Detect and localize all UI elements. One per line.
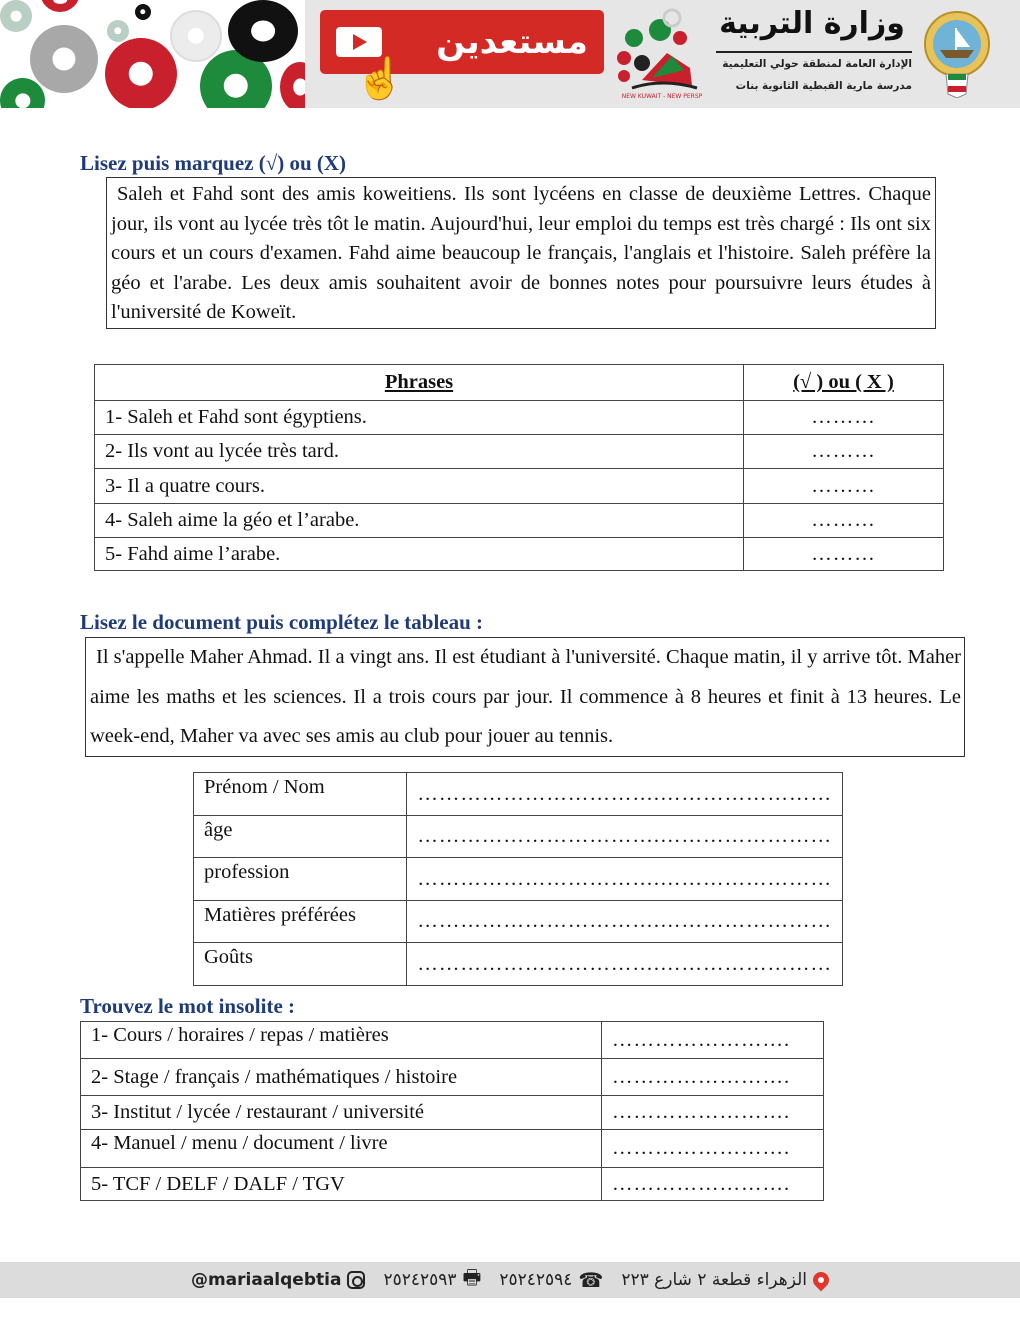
word-list-cell: 2- Stage / français / mathématiques / histoire [81, 1059, 602, 1096]
instagram-handle[interactable]: @mariaalqebtia [190, 1270, 342, 1290]
gear-icon [135, 4, 151, 20]
field-blank[interactable]: …………………………….…………………… [407, 901, 843, 943]
table-row [194, 816, 843, 858]
gear-icon [228, 0, 298, 62]
word-list-cell: 4- Manuel / menu / document / livre [81, 1130, 602, 1168]
gear-icon [280, 62, 305, 108]
phrase-cell: 5- Fahd aime l’arabe. [95, 538, 744, 571]
instagram-contact [191, 1270, 365, 1290]
gear-icon [0, 78, 45, 108]
phone-number: ٢٥٢٤٢٥٩٤ [499, 1270, 573, 1290]
field-label: Goûts [194, 943, 407, 986]
phrase-cell: 3- Il a quatre cours. [95, 469, 744, 504]
table-row [194, 901, 843, 943]
answer-blank[interactable]: ……… [744, 538, 944, 571]
contact-footer [0, 1262, 1020, 1298]
passage-maher [85, 637, 965, 757]
phrase-cell: 2- Ils vont au lycée très tard. [95, 435, 744, 469]
printer-icon: 🖶 [462, 1265, 482, 1289]
section-title-complete-table: Lisez le document puis complétez le tableau : [80, 610, 484, 634]
phrase-cell: 4- Saleh aime la géo et l’arabe. [95, 504, 744, 538]
table-row [81, 1130, 824, 1168]
field-blank[interactable]: …………………………….…………………… [407, 943, 843, 986]
table-row [194, 858, 843, 901]
field-label: profession [194, 858, 407, 901]
table-row [81, 1022, 824, 1059]
table-row [81, 1168, 824, 1201]
passage-text: Saleh et Fahd sont des amis koweitiens. Ils sont lycéens en classe de deuxième Lettres. Chaque jour, ils vont au lycée très tôt le matin. Aujourd'hui, leur emploi du temps est très chargé : Ils ont six cours et un cours d'examen. Fahd aime beaucoup le français, l'anglais et l'histoire. Saleh préfère la géo et l'arabe. Les deux amis souhaitent avoir de bonnes notes pour poursuivre leurs études à l'université de Koweït. [111, 183, 931, 323]
ministry-subtitle-2: مدرسة مارية القبطية الثانوية بنات [735, 80, 912, 92]
odd-word-table [80, 1021, 824, 1201]
word-list-cell: 1- Cours / horaires / repas / matières [81, 1022, 602, 1059]
address-text: الزهراء قطعة ٢ شارع ٢٢٣ [621, 1270, 808, 1290]
gears-decoration [0, 0, 305, 108]
fax-contact [383, 1263, 481, 1297]
table-row [194, 943, 843, 986]
school-logo [612, 8, 712, 100]
table-row [95, 401, 944, 435]
ministry-subtitle-1: الإدارة العامة لمنطقة حولي التعليمية [722, 58, 912, 70]
gear-icon [30, 25, 98, 93]
header-phrases: Phrases [95, 365, 744, 401]
table-row [95, 469, 944, 504]
channel-button-label: مستعدين [436, 22, 588, 62]
passage-saleh-fahd [106, 177, 936, 329]
field-blank[interactable]: …………………………….…………………… [407, 858, 843, 901]
section-title-odd-word: Trouvez le mot insolite : [80, 994, 296, 1018]
profile-table [193, 772, 843, 986]
instagram-icon [347, 1271, 365, 1289]
kuwait-emblem [918, 8, 996, 98]
location-pin-icon [810, 1269, 833, 1292]
passage-text: Il s'appelle Maher Ahmad. Il a vingt ans. Il est étudiant à l'université. Chaque matin, il y arrive tôt. Maher aime les maths et les sciences. Il a trois cours par jour. Il commence à 8 heures et finit à 13 heures. Le week-end, Maher va avec ses amis au club pour jouer au tennis. [90, 646, 961, 747]
play-icon [336, 27, 382, 57]
true-false-table [94, 364, 944, 571]
answer-blank[interactable]: ……………………. [602, 1059, 824, 1096]
word-list-cell: 3- Institut / lycée / restaurant / université [81, 1096, 602, 1130]
ministry-title: وزارة التربية [719, 6, 905, 41]
divider [716, 51, 912, 53]
field-blank[interactable]: …………………………….…………………… [407, 816, 843, 858]
gear-icon [0, 0, 32, 32]
table-row [95, 435, 944, 469]
section-title-true-false: Lisez puis marquez (√) ou (X) [80, 151, 347, 175]
word-list-cell: 5- TCF / DELF / DALF / TGV [81, 1168, 602, 1201]
pointer-hand-icon: ☝ [355, 56, 405, 101]
gear-icon [107, 20, 129, 42]
table-row [81, 1059, 824, 1096]
gear-icon [105, 38, 177, 108]
table-row [95, 504, 944, 538]
field-label: Prénom / Nom [194, 773, 407, 816]
answer-blank[interactable]: ……… [744, 435, 944, 469]
gear-icon [170, 10, 222, 62]
address-contact [621, 1270, 829, 1290]
field-blank[interactable]: …………………………….…………………… [407, 773, 843, 816]
header-answer: (√ ) ou ( X ) [744, 365, 944, 401]
field-label: âge [194, 816, 407, 858]
answer-blank[interactable]: ……………………. [602, 1130, 824, 1168]
phone-contact [499, 1268, 603, 1292]
answer-blank[interactable]: ……… [744, 401, 944, 435]
fax-number: ٢٥٢٤٢٥٩٣ [383, 1270, 457, 1290]
telephone-icon: ☎ [578, 1268, 604, 1292]
answer-blank[interactable]: ……………………. [602, 1168, 824, 1201]
answer-blank[interactable]: ……………………. [602, 1096, 824, 1130]
table-row [81, 1096, 824, 1130]
answer-blank[interactable]: ……… [744, 504, 944, 538]
table-row [194, 773, 843, 816]
table-row [95, 538, 944, 571]
answer-blank[interactable]: ……………………. [602, 1022, 824, 1059]
svg-text:NEW KUWAIT - NEW PERSP: NEW KUWAIT - NEW PERSP [621, 93, 703, 100]
gear-icon [40, 0, 80, 12]
header-banner [0, 0, 1020, 108]
answer-blank[interactable]: ……… [744, 469, 944, 504]
field-label: Matières préférées [194, 901, 407, 943]
phrase-cell: 1- Saleh et Fahd sont égyptiens. [95, 401, 744, 435]
